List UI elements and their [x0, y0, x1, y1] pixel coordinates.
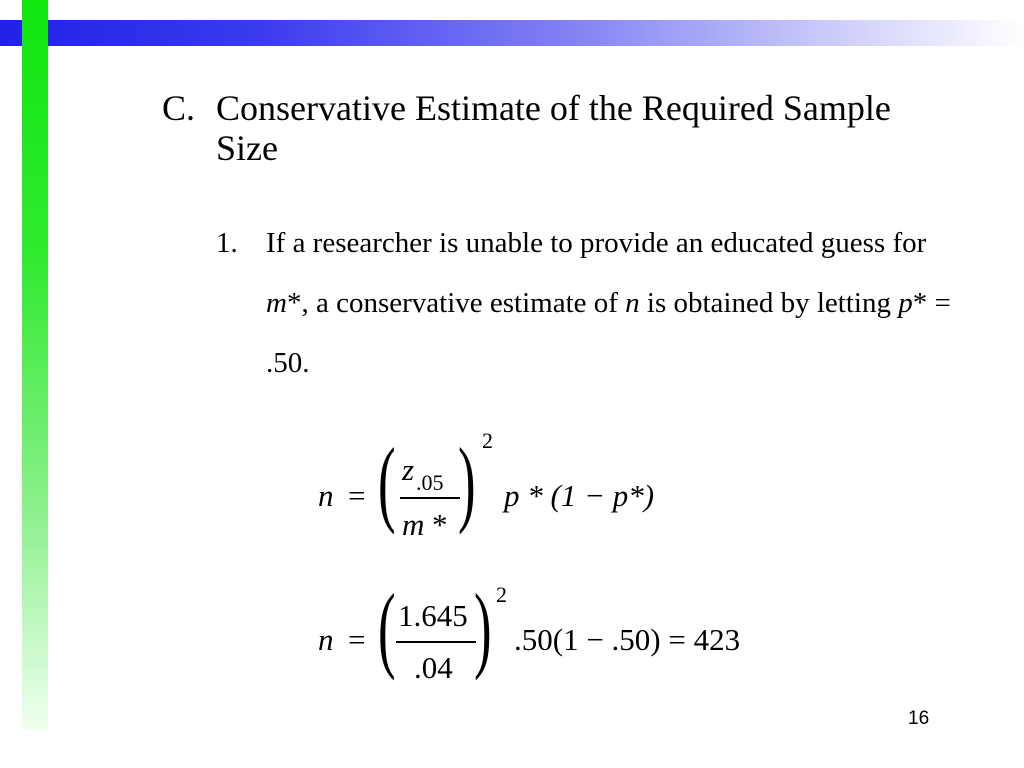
slide-top-bar	[0, 20, 1024, 46]
var-m: m	[266, 287, 287, 319]
item-text-d: = .50.	[266, 287, 951, 379]
eq1-equals: =	[348, 478, 366, 513]
eq2-fraction-line	[396, 641, 476, 643]
eq2-right-paren: )	[474, 574, 492, 681]
eq2-exponent: 2	[496, 582, 507, 607]
eq2-equals: =	[348, 622, 366, 657]
slide-side-bar	[22, 0, 48, 730]
eq1-lhs: n	[318, 478, 334, 513]
eq2-left-paren: (	[378, 574, 396, 681]
eq1-fraction-line	[400, 497, 460, 499]
star-1: *	[286, 287, 302, 319]
var-n: n	[625, 287, 640, 319]
list-item-marker: 1.	[216, 227, 238, 259]
eq1-right-paren: )	[458, 428, 476, 535]
eq1-rhs: p * (1 − p*)	[504, 478, 655, 513]
eq2-numerator: 1.645	[398, 598, 468, 633]
item-text-b: , a conservative estimate of	[301, 287, 626, 319]
eq1-left-paren: (	[378, 428, 396, 535]
eq1-exponent: 2	[482, 428, 493, 453]
eq1-denominator: m	[402, 507, 425, 542]
var-p: p	[898, 287, 913, 319]
star-2: *	[912, 287, 928, 319]
eq1-denominator-star: *	[432, 507, 448, 542]
list-item-text	[266, 213, 966, 393]
eq2-denominator: .04	[414, 650, 453, 685]
item-text-c: is obtained by letting	[639, 287, 899, 319]
heading-marker: C.	[162, 88, 196, 128]
item-text-a: If a researcher is unable to provide an educated guess for	[266, 227, 927, 259]
eq1-numerator-var: z	[402, 452, 415, 487]
page-number: 16	[908, 708, 930, 729]
heading-line-1: Conservative Estimate of the Required Sample	[216, 88, 891, 128]
slide-heading	[216, 88, 986, 168]
eq1-numerator-sub: .05	[416, 470, 444, 495]
heading-line-2: Size	[216, 128, 278, 168]
eq2-lhs: n	[318, 622, 334, 657]
eq2-rhs: .50(1 − .50) = 423	[514, 622, 741, 657]
